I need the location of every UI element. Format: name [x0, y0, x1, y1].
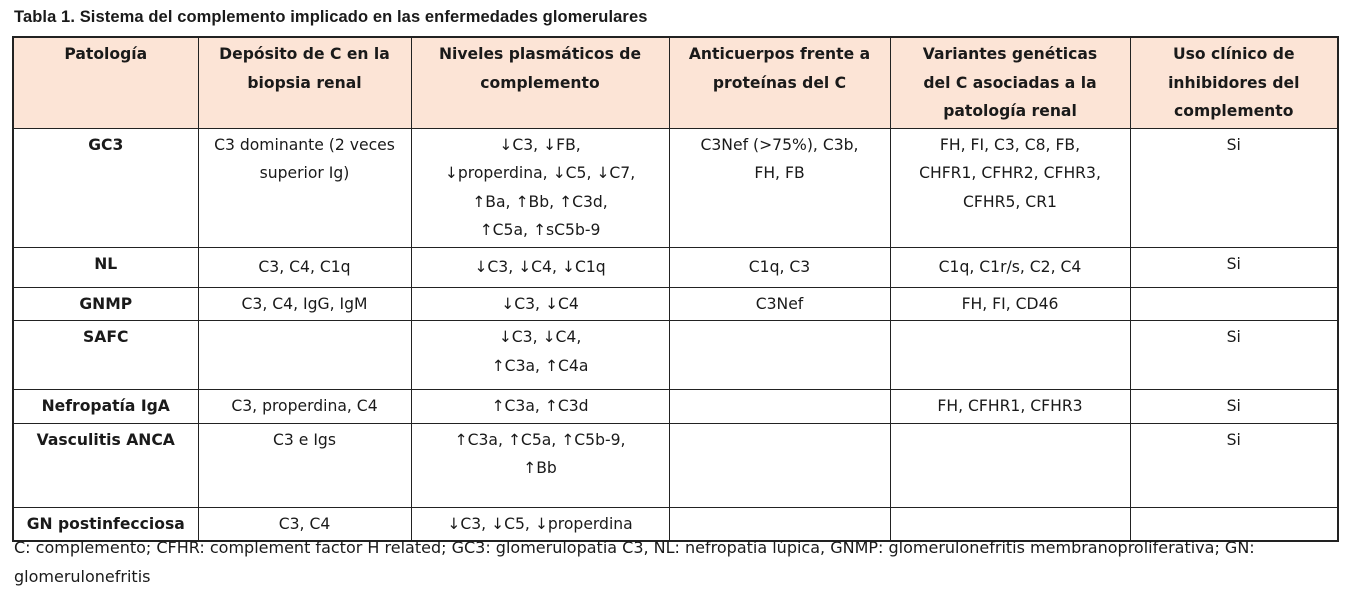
- row-label: Nefropatía IgA: [13, 390, 198, 424]
- cell-line: ↓C3, ↓C5, ↓properdina: [447, 514, 633, 533]
- cell-inhibitors: Si: [1130, 423, 1338, 507]
- column-header: [411, 37, 669, 128]
- cell-antibodies: [669, 128, 890, 247]
- column-header-line: complemento: [1174, 102, 1294, 120]
- cell-line: ↓C3, ↓C4, ↓C1q: [474, 257, 606, 276]
- cell-deposit: [198, 287, 411, 321]
- cell-variants: [890, 423, 1130, 507]
- column-header-line: patología renal: [943, 102, 1077, 120]
- cell-inhibitors: Si: [1130, 390, 1338, 424]
- column-header-line: Anticuerpos frente a: [688, 45, 871, 63]
- cell-line: C3, C4: [278, 514, 331, 533]
- cell-line: ↑C3a, ↑C5a, ↑C5b-9,: [454, 430, 626, 449]
- cell-deposit: [198, 247, 411, 287]
- cell-variants: [890, 321, 1130, 390]
- column-header: [890, 37, 1130, 128]
- table-row: [13, 321, 1338, 390]
- cell-inhibitors: [1130, 287, 1338, 321]
- table-body: [13, 128, 1338, 541]
- cell-line: FH, FB: [754, 164, 805, 182]
- column-header: [669, 37, 890, 128]
- header-row: [13, 37, 1338, 128]
- cell-line: C1q, C1r/s, C2, C4: [938, 257, 1082, 276]
- column-header-line: del C asociadas a la: [923, 73, 1097, 92]
- cell-line: CFHR5, CR1: [963, 192, 1057, 211]
- cell-line: ↑C3a, ↑C3d: [491, 397, 589, 415]
- cell-antibodies: [669, 390, 890, 424]
- table-row: [13, 287, 1338, 321]
- column-header-line: Patología: [64, 45, 148, 63]
- cell-line: ↑Bb: [523, 459, 557, 477]
- cell-deposit: [198, 321, 411, 390]
- cell-variants: [890, 390, 1130, 424]
- cell-line: C3 dominante (2 veces: [214, 135, 395, 154]
- column-header-line: Variantes genéticas: [922, 45, 1098, 63]
- cell-line: C3, C4, IgG, IgM: [241, 294, 368, 313]
- cell-deposit: [198, 423, 411, 507]
- cell-line: CHFR1, CFHR2, CFHR3,: [919, 164, 1101, 182]
- cell-line: C3, C4, C1q: [258, 257, 351, 276]
- cell-line: C3Nef (>75%), C3b,: [700, 135, 859, 154]
- cell-line: FH, FI, C3, C8, FB,: [939, 135, 1081, 154]
- complement-table: [12, 36, 1339, 542]
- row-label: GNMP: [13, 287, 198, 321]
- row-label: GN postinfecciosa: [13, 507, 198, 541]
- cell-line: C3, properdina, C4: [231, 397, 378, 415]
- column-header-line: Depósito de C en la: [219, 45, 390, 63]
- cell-plasma: [411, 423, 669, 507]
- cell-variants: [890, 287, 1130, 321]
- column-header-line: complemento: [480, 73, 600, 92]
- cell-antibodies: [669, 247, 890, 287]
- table-row: [13, 247, 1338, 287]
- cell-line: C3 e Igs: [273, 430, 336, 449]
- row-label: NL: [13, 247, 198, 287]
- cell-variants: [890, 128, 1130, 247]
- table-caption: Tabla 1. Sistema del complemento implicado en las enfermedades glomerulares: [14, 8, 648, 26]
- column-header: [198, 37, 411, 128]
- column-header: [13, 37, 198, 128]
- row-label: GC3: [13, 128, 198, 247]
- cell-antibodies: [669, 423, 890, 507]
- row-label: Vasculitis ANCA: [13, 423, 198, 507]
- row-label: SAFC: [13, 321, 198, 390]
- cell-variants: [890, 247, 1130, 287]
- cell-line: ↓C3, ↓C4,: [498, 328, 582, 346]
- cell-line: FH, FI, CD46: [961, 294, 1059, 313]
- cell-line: ↓C3, ↓C4: [501, 294, 579, 313]
- cell-antibodies: [669, 287, 890, 321]
- cell-antibodies: [669, 321, 890, 390]
- cell-inhibitors: Si: [1130, 321, 1338, 390]
- cell-line: ↓properdina, ↓C5, ↓C7,: [444, 164, 636, 182]
- cell-line: ↑C5a, ↑sC5b-9: [479, 221, 601, 239]
- column-header-line: Niveles plasmáticos de: [438, 45, 642, 63]
- cell-plasma: [411, 247, 669, 287]
- column-header-line: biopsia renal: [247, 73, 362, 92]
- cell-line: ↑C3a, ↑C4a: [491, 356, 589, 375]
- cell-plasma: [411, 287, 669, 321]
- cell-line: C3Nef: [755, 294, 804, 313]
- cell-line: FH, CFHR1, CFHR3: [937, 397, 1083, 415]
- table-row: [13, 128, 1338, 247]
- cell-inhibitors: Si: [1130, 247, 1338, 287]
- cell-deposit: [198, 390, 411, 424]
- table-row: [13, 390, 1338, 424]
- cell-plasma: [411, 128, 669, 247]
- cell-plasma: [411, 390, 669, 424]
- cell-plasma: [411, 321, 669, 390]
- cell-line: superior Ig): [259, 164, 350, 182]
- column-header: [1130, 37, 1338, 128]
- column-header-line: inhibidores del: [1168, 73, 1300, 92]
- cell-inhibitors: Si: [1130, 128, 1338, 247]
- table-footnote: C: complemento; CFHR: complement factor H related; GC3: glomerulopatía C3, NL: nefropatía lúpica, GNMP: glomerulonefritis membranoproliferativa; GN: glomerulonefritis: [14, 538, 1255, 586]
- cell-line: ↓C3, ↓FB,: [499, 135, 581, 154]
- table-row: [13, 423, 1338, 507]
- cell-deposit: [198, 128, 411, 247]
- cell-line: ↑Ba, ↑Bb, ↑C3d,: [472, 192, 608, 211]
- column-header-line: proteínas del C: [712, 73, 847, 92]
- column-header-line: Uso clínico de: [1172, 45, 1295, 63]
- cell-line: C1q, C3: [748, 257, 811, 276]
